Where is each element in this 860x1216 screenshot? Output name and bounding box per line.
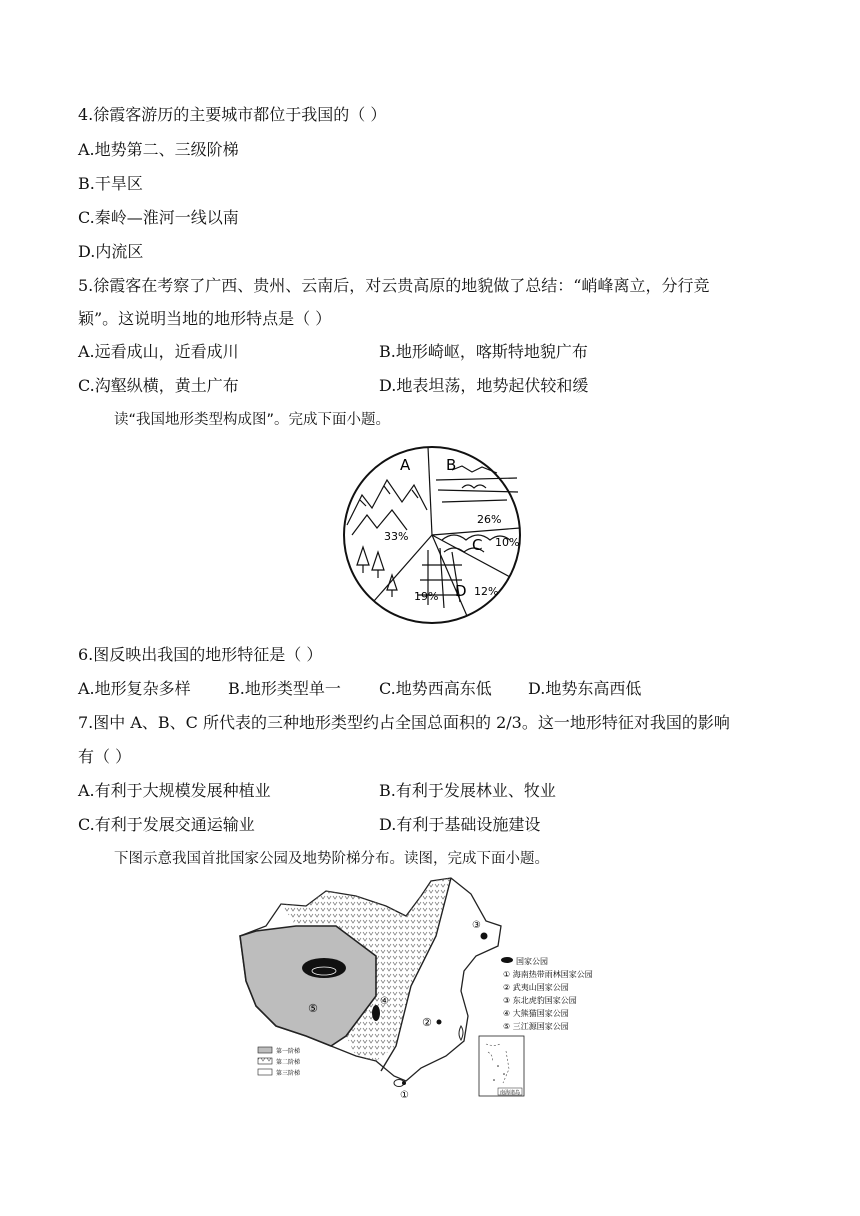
question-4-option-b[interactable]: B.干旱区: [78, 174, 143, 193]
question-6-option-a[interactable]: A.地形复杂多样: [78, 679, 191, 698]
question-7-option-c[interactable]: C.有利于发展交通运输业: [78, 815, 255, 834]
legend-step-3: 第三阶梯: [276, 1070, 301, 1077]
pie-label-a: A: [400, 456, 411, 474]
question-7-option-d[interactable]: D.有利于基础设施建设: [379, 815, 541, 834]
question-7-stem-line2: 有（ ）: [78, 747, 132, 766]
question-5-option-b[interactable]: B.地形崎岖，喀斯特地貌广布: [379, 342, 588, 361]
legend-park-2: ② 武夷山国家公园: [503, 983, 569, 992]
question-6-option-d[interactable]: D.地势东高西低: [528, 679, 642, 698]
question-4-stem: 4.徐霞客游历的主要城市都位于我国的（ ）: [78, 105, 387, 124]
question-5-stem-line1: 5.徐霞客在考察了广西、贵州、云南后，对云贵高原的地貌做了总结：“峭峰离立，分行竞: [78, 276, 710, 295]
intro-national-parks-map: 下图示意我国首批国家公园及地势阶梯分布。读图，完成下面小题。: [114, 851, 549, 867]
pie-percent-e: 19%: [414, 590, 439, 603]
legend-park-4: ④ 大熊猫国家公园: [503, 1009, 569, 1018]
map-marker-2: ②: [422, 1016, 432, 1029]
question-7-option-b[interactable]: B.有利于发展林业、牧业: [379, 781, 556, 800]
pie-percent-c: 10%: [495, 536, 520, 549]
question-6-option-b[interactable]: B.地形类型单一: [228, 679, 341, 698]
terrain-step-legend: [258, 1047, 300, 1077]
legend-park-1: ① 海南热带雨林国家公园: [503, 970, 593, 979]
map-marker-1: ①: [400, 1090, 409, 1101]
legend-step-1: 第一阶梯: [276, 1048, 301, 1055]
question-5-option-d[interactable]: D.地表坦荡，地势起伏较和缓: [379, 376, 589, 395]
question-4-option-c[interactable]: C.秦岭—淮河一线以南: [78, 208, 239, 227]
legend-step-2: 第二阶梯: [276, 1059, 301, 1066]
question-6-stem: 6.图反映出我国的地形特征是（ ）: [78, 645, 323, 664]
question-4-option-a[interactable]: A.地势第二、三级阶梯: [78, 140, 239, 159]
map-marker-3: ③: [472, 920, 481, 931]
question-7-option-a[interactable]: A.有利于大规模发展种植业: [78, 781, 271, 800]
pie-percent-d: 12%: [474, 585, 499, 598]
question-5-option-a[interactable]: A.远看成山，近看成川: [78, 342, 239, 361]
question-7-stem-line1: 7.图中 A、B、C 所代表的三种地形类型约占全国总面积的 2/3。这一地形特征对我国的影响: [78, 713, 730, 732]
question-4-option-d[interactable]: D.内流区: [78, 242, 144, 261]
legend-park-title: 国家公园: [516, 957, 548, 966]
pie-label-d: D: [455, 582, 467, 600]
landform-composition-figure: [332, 440, 532, 630]
intro-landform-chart: 读“我国地形类型构成图”。完成下面小题。: [114, 412, 391, 428]
question-5-option-c[interactable]: C.沟壑纵横，黄土广布: [78, 376, 239, 395]
map-marker-5: ⑤: [308, 1002, 318, 1015]
south-china-sea-inset: [479, 1036, 524, 1096]
pie-label-b: B: [446, 456, 457, 474]
china-national-parks-map: [236, 876, 616, 1101]
legend-park-5: ⑤ 三江源国家公园: [503, 1022, 569, 1031]
pie-percent-b: 26%: [477, 513, 502, 526]
question-6-option-c[interactable]: C.地势西高东低: [379, 679, 492, 698]
pie-percent-a: 33%: [384, 530, 409, 543]
pie-label-c: C: [472, 536, 483, 554]
national-park-legend: [501, 956, 593, 1031]
map-marker-4: ④: [380, 996, 389, 1007]
question-5-stem-line2: 颖”。这说明当地的地形特点是（ ）: [78, 309, 332, 328]
inset-label: 南海诸岛: [500, 1090, 521, 1096]
legend-park-3: ③ 东北虎豹国家公园: [503, 996, 577, 1005]
